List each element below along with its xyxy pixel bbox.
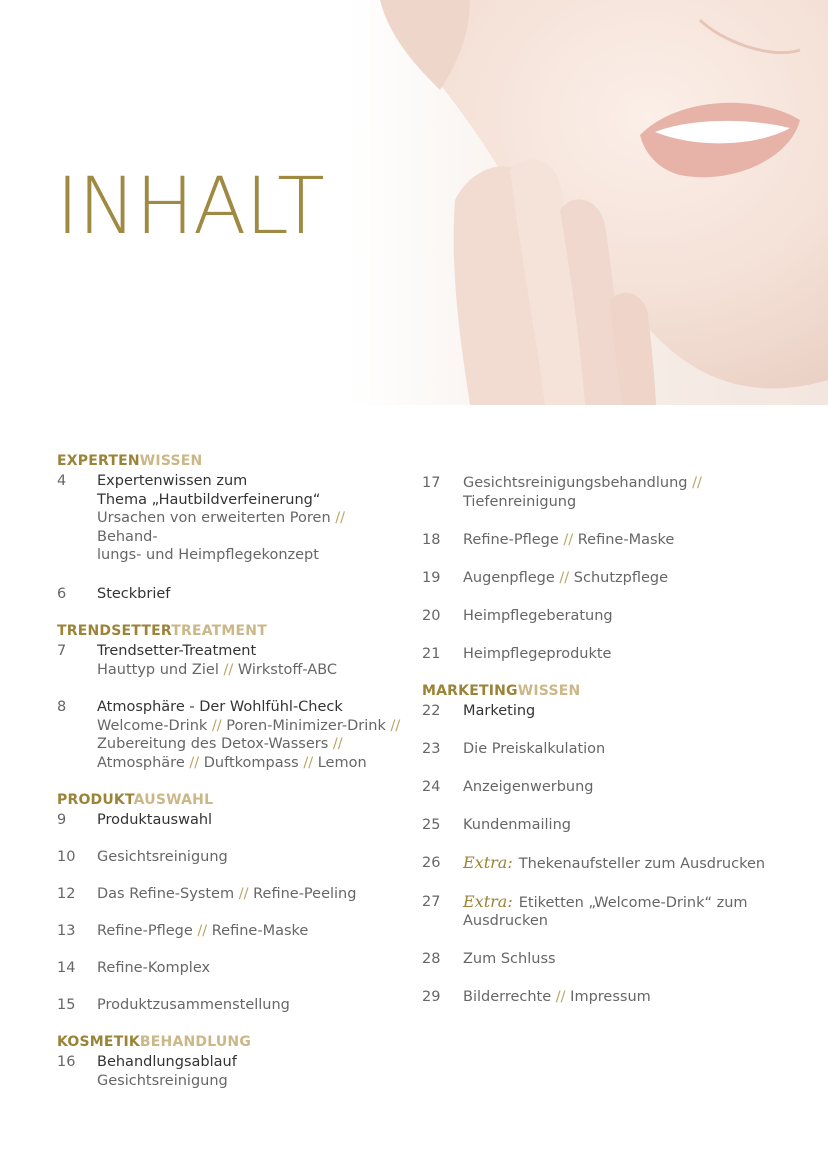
entry-title: Ausdrucken (463, 913, 548, 929)
toc-entry[interactable] (422, 474, 802, 511)
separator: // (559, 569, 570, 586)
page-number: 28 (422, 951, 441, 967)
page-number: 29 (422, 989, 441, 1005)
page-number: 17 (422, 475, 441, 491)
toc-entry[interactable] (422, 702, 802, 721)
separator: // (303, 754, 314, 771)
entry-subtitle: Zubereitung des Detox-Wassers // (97, 736, 343, 752)
entry-title: Bilderrechte // Impressum (463, 989, 651, 1005)
separator: // (238, 886, 249, 902)
toc-entry[interactable] (422, 893, 802, 931)
entry-title: Refine-Komplex (97, 960, 211, 976)
entry-title: Gesichtsreinigungsbehandlung // (463, 475, 702, 491)
entry-title: Expertenwissen zum (97, 473, 248, 489)
entry-title: Extra: Thekenaufsteller zum Ausdrucken (463, 852, 766, 872)
entry-title: Das Refine-System // Refine-Peeling (97, 886, 357, 902)
separator: // (189, 754, 200, 771)
page-number: 20 (422, 607, 441, 624)
separator: // (211, 717, 222, 734)
toc-entry[interactable] (57, 959, 402, 978)
entry-title: Die Preiskalkulation (463, 740, 606, 757)
page-number: 12 (57, 886, 76, 902)
page-number: 4 (57, 473, 67, 489)
page-number: 25 (422, 816, 441, 833)
section-heading (57, 791, 402, 810)
toc-right-column (422, 474, 802, 1026)
section-heading (57, 622, 402, 641)
page-number: 22 (422, 702, 441, 719)
entry-title: Refine-Pflege // Refine-Maske (97, 923, 309, 939)
section-heading-secondary: BEHANDLUNG (139, 1034, 252, 1050)
toc-entry[interactable] (57, 1053, 402, 1090)
toc-entry[interactable] (57, 642, 402, 679)
entry-title: Extra: Etiketten „Welcome-Drink“ zum (463, 891, 748, 911)
separator: // (223, 661, 234, 678)
toc-entry[interactable] (422, 816, 802, 835)
entry-subtitle: Ursachen von erweiterten Poren // Behand- (97, 510, 346, 545)
section-heading (57, 1033, 402, 1052)
toc-entry[interactable] (57, 885, 402, 904)
entry-title: Behandlungsablauf (97, 1054, 237, 1070)
section-heading (422, 682, 802, 701)
page-number: 24 (422, 778, 441, 795)
toc-entry[interactable] (57, 996, 402, 1015)
entry-subtitle: lungs- und Heimpflegekonzept (97, 547, 319, 563)
page-number: 10 (57, 849, 76, 865)
toc-entry[interactable] (422, 778, 802, 797)
page-number: 18 (422, 531, 441, 548)
extra-label: Extra: (463, 891, 513, 911)
entry-title: Atmosphäre - Der Wohlfühl-Check (97, 699, 343, 715)
toc-entry[interactable] (57, 698, 402, 772)
toc-entry[interactable] (422, 854, 802, 874)
page-number: 14 (57, 960, 76, 976)
section-heading-secondary: AUSWAHL (133, 792, 214, 808)
page-number: 7 (57, 643, 67, 659)
entry-title: Anzeigenwerbung (463, 778, 594, 795)
section-heading-secondary: WISSEN (517, 682, 581, 699)
toc-left-column (57, 452, 402, 1090)
separator: // (335, 510, 346, 526)
section-heading-primary: PRODUKT (57, 792, 134, 808)
entry-title: Steckbrief (97, 585, 171, 602)
entry-subtitle: Welcome-Drink // Poren-Minimizer-Drink // (97, 717, 401, 734)
toc-entry[interactable] (57, 811, 402, 830)
entry-title: Augenpflege // Schutzpflege (463, 569, 669, 586)
extra-label: Extra: (463, 852, 513, 872)
entry-title: Produktauswahl (97, 812, 213, 828)
page-number: 9 (57, 812, 67, 828)
entry-subtitle: Atmosphäre // Duftkompass // Lemon (97, 754, 367, 771)
toc-entry[interactable] (57, 472, 402, 565)
page-number: 23 (422, 740, 441, 757)
toc-entry[interactable] (57, 848, 402, 867)
section-heading (57, 452, 402, 471)
page-number: 15 (57, 997, 76, 1013)
separator: // (197, 923, 208, 939)
toc-entry[interactable] (422, 988, 802, 1007)
entry-title: Kundenmailing (463, 816, 571, 833)
entry-title: Heimpflegeprodukte (463, 645, 612, 662)
toc-entry[interactable] (57, 585, 402, 604)
section-heading-primary: EXPERTEN (57, 453, 140, 469)
toc-entry[interactable] (422, 531, 802, 550)
toc-entry[interactable] (422, 950, 802, 969)
separator: // (332, 736, 343, 752)
page-title: INHALT (56, 162, 324, 252)
entry-title: Trendsetter-Treatment (97, 643, 257, 659)
section-heading-primary: MARKETING (422, 682, 518, 699)
page-number: 21 (422, 645, 441, 662)
section-heading-secondary: WISSEN (139, 453, 203, 469)
page-number: 16 (57, 1054, 76, 1070)
page-number: 8 (57, 699, 67, 715)
entry-title: Produktzusammenstellung (97, 997, 290, 1013)
toc-entry[interactable] (422, 740, 802, 759)
entry-title: Zum Schluss (463, 951, 556, 967)
page-number: 26 (422, 854, 441, 871)
page-number: 19 (422, 569, 441, 586)
page-number: 13 (57, 923, 76, 939)
toc-entry[interactable] (57, 922, 402, 941)
entry-title: Tiefenreinigung (463, 493, 577, 510)
page-number: 6 (57, 585, 67, 602)
entry-title: Gesichtsreinigung (97, 849, 228, 865)
toc-entry[interactable] (422, 645, 802, 664)
entry-title: Thema „Hautbildverfeinerung“ (97, 491, 321, 508)
entry-title: Heimpflegeberatung (463, 607, 613, 624)
entry-title: Marketing (463, 702, 536, 719)
section-heading-secondary: TREATMENT (171, 623, 267, 639)
separator: // (555, 989, 566, 1005)
section-heading-primary: TRENDSETTER (57, 623, 172, 639)
section-heading-primary: KOSMETIK (57, 1034, 140, 1050)
entry-title: Refine-Pflege // Refine-Maske (463, 531, 675, 548)
page-number: 27 (422, 893, 441, 910)
toc-entry[interactable] (422, 607, 802, 626)
separator: // (563, 531, 574, 548)
entry-subtitle: Hauttyp und Ziel // Wirkstoff-ABC (97, 661, 338, 678)
separator: // (390, 717, 401, 734)
separator: // (692, 475, 702, 491)
entry-subtitle: Gesichtsreinigung (97, 1072, 228, 1089)
toc-entry[interactable] (422, 569, 802, 588)
